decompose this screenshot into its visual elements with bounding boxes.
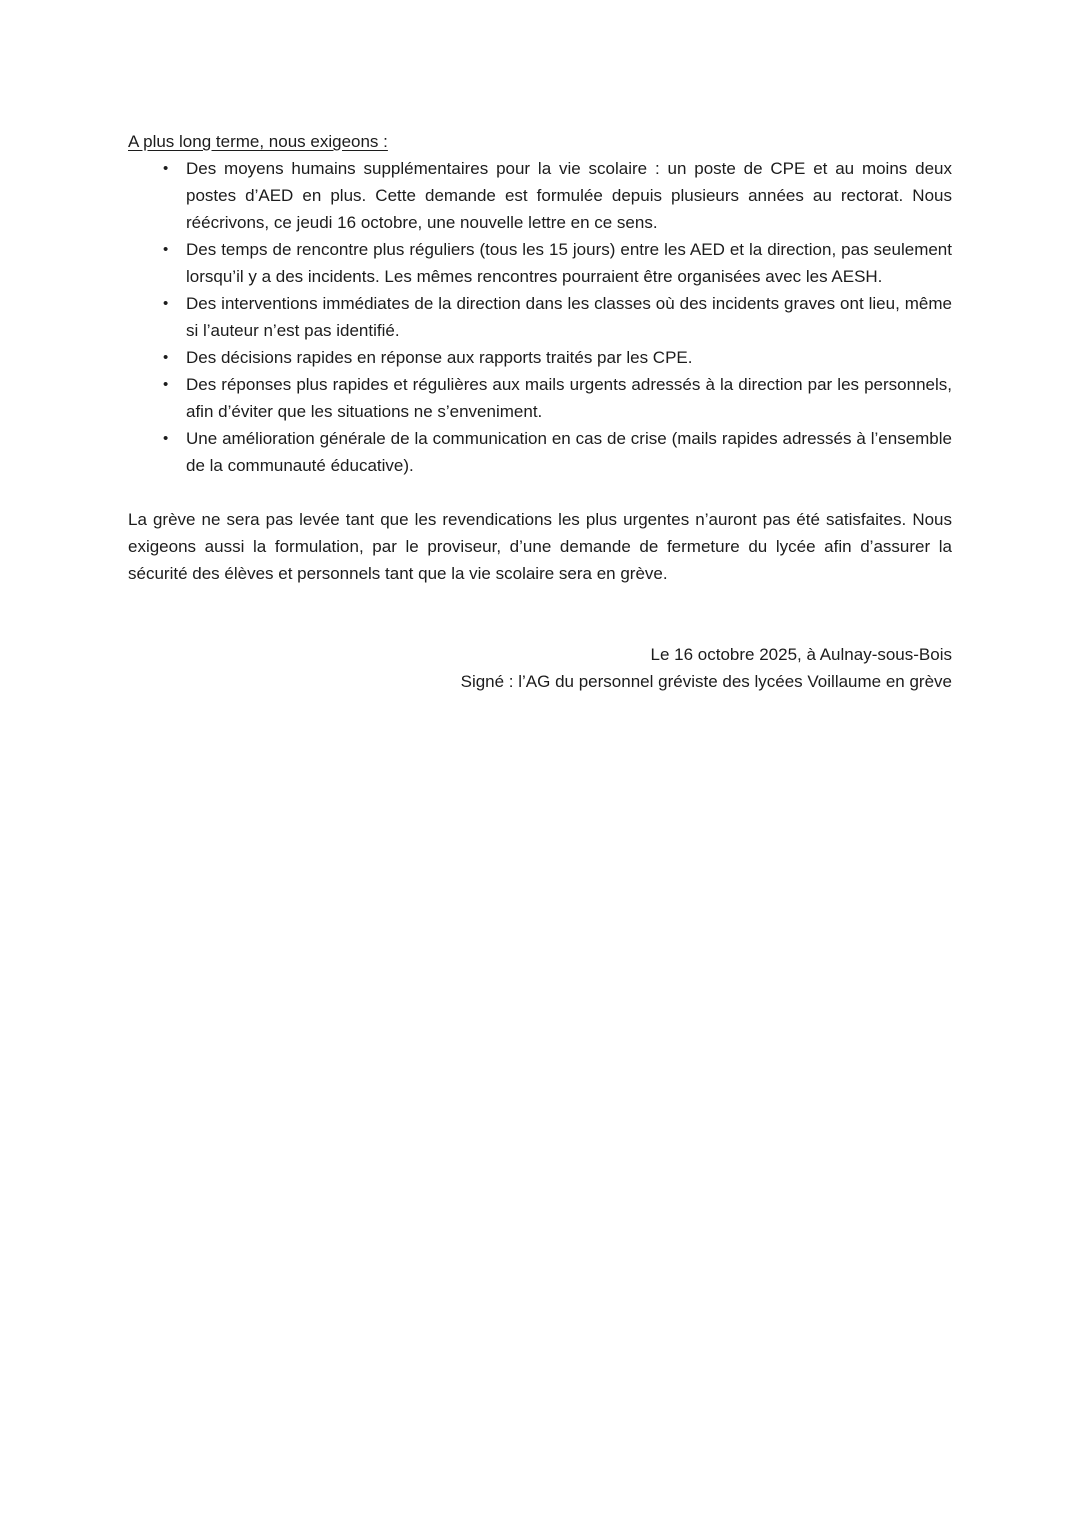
- list-item-text: Des interventions immédiates de la direction dans les classes où des incidents graves ont lieu, même si l’auteur n’est pas identifié.: [186, 294, 952, 340]
- list-item: [128, 236, 952, 290]
- list-item: [128, 155, 952, 236]
- list-item-text: Des réponses plus rapides et régulières aux mails urgents adressés à la direction par les personnels, afin d’éviter que les situations ne s’enveniment.: [186, 375, 952, 421]
- demands-list: [128, 155, 952, 479]
- list-item: [128, 344, 952, 371]
- signature-block: [128, 641, 952, 695]
- list-item: [128, 290, 952, 344]
- bullet-icon: •: [163, 376, 169, 393]
- list-item: [128, 425, 952, 479]
- signed-line: Signé : l’AG du personnel gréviste des lycées Voillaume en grève: [460, 672, 952, 691]
- date-line: Le 16 octobre 2025, à Aulnay-sous-Bois: [650, 645, 952, 664]
- list-item-text: Des décisions rapides en réponse aux rapports traités par les CPE.: [186, 348, 693, 367]
- closing-paragraph: La grève ne sera pas levée tant que les revendications les plus urgentes n’auront pas été satisfaites. Nous exigeons aussi la formulation, par le proviseur, d’une demande de fermeture du lycée afin d’assurer la sécurité des élèves et personnels tant que la vie scolaire sera en grève.: [128, 510, 952, 583]
- bullet-icon: •: [163, 241, 169, 258]
- list-item-text: Une amélioration générale de la communication en cas de crise (mails rapides adressés à l’ensemble de la communauté éducative).: [186, 429, 952, 475]
- bullet-icon: •: [163, 160, 169, 177]
- bullet-icon: •: [163, 349, 169, 366]
- bullet-icon: •: [163, 295, 169, 312]
- section-heading: A plus long terme, nous exigeons :: [128, 132, 388, 151]
- list-item: [128, 371, 952, 425]
- list-item-text: Des temps de rencontre plus réguliers (tous les 15 jours) entre les AED et la direction, pas seulement lorsqu’il y a des incidents. Les mêmes rencontres pourraient être organisées avec les AESH.: [186, 240, 952, 286]
- list-item-text: Des moyens humains supplémentaires pour la vie scolaire : un poste de CPE et au moins deux postes d’AED en plus. Cette demande est formulée depuis plusieurs années au rectorat. Nous réécrivons, ce jeudi 16 octobre, une nouvelle lettre en ce sens.: [186, 159, 952, 232]
- bullet-icon: •: [163, 430, 169, 447]
